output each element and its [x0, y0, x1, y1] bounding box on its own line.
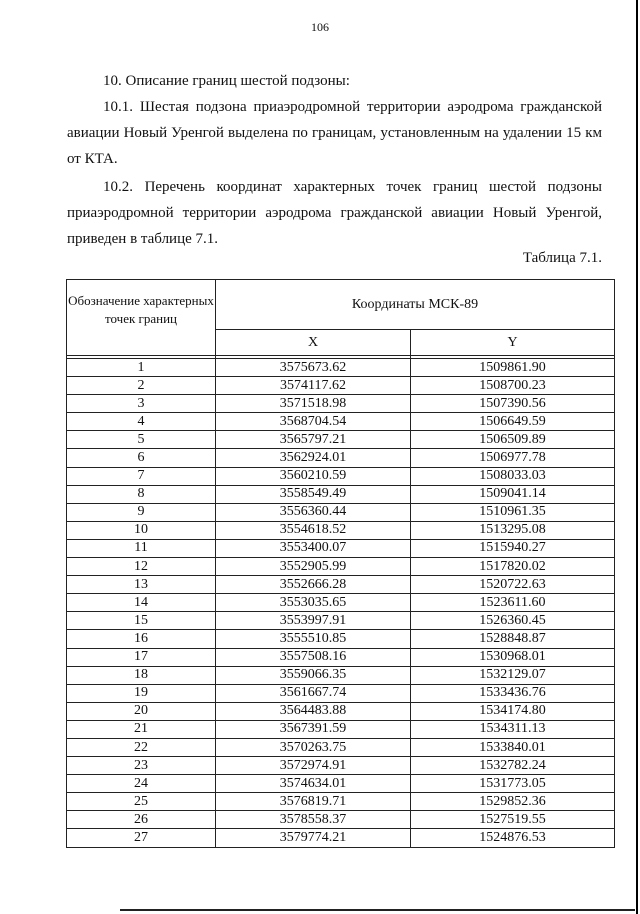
table-row [67, 377, 615, 395]
y-coordinate-cell: 1527519.55 [411, 811, 615, 829]
table-row [67, 702, 615, 720]
table-row [67, 793, 615, 811]
point-number-cell: 14 [67, 594, 216, 612]
header-x: X [216, 330, 411, 356]
point-number-cell: 23 [67, 757, 216, 775]
x-coordinate-cell: 3559066.35 [216, 666, 411, 684]
point-number-cell: 7 [67, 467, 216, 485]
x-coordinate-cell: 3570263.75 [216, 738, 411, 756]
x-coordinate-cell: 3555510.85 [216, 630, 411, 648]
y-coordinate-cell: 1526360.45 [411, 612, 615, 630]
table-row [67, 720, 615, 738]
point-number-cell: 26 [67, 811, 216, 829]
point-number-cell: 24 [67, 775, 216, 793]
y-coordinate-cell: 1533840.01 [411, 738, 615, 756]
x-coordinate-cell: 3553400.07 [216, 539, 411, 557]
table-row [67, 413, 615, 431]
x-coordinate-cell: 3558549.49 [216, 485, 411, 503]
y-coordinate-cell: 1534311.13 [411, 720, 615, 738]
x-coordinate-cell: 3554618.52 [216, 521, 411, 539]
point-number-cell: 20 [67, 702, 216, 720]
point-number-cell: 10 [67, 521, 216, 539]
x-coordinate-cell: 3575673.62 [216, 359, 411, 377]
table-row [67, 539, 615, 557]
y-coordinate-cell: 1532129.07 [411, 666, 615, 684]
x-coordinate-cell: 3571518.98 [216, 395, 411, 413]
page-number: 106 [311, 20, 329, 34]
y-coordinate-cell: 1509041.14 [411, 485, 615, 503]
point-number-cell: 13 [67, 576, 216, 594]
y-coordinate-cell: 1520722.63 [411, 576, 615, 594]
point-number-cell: 2 [67, 377, 216, 395]
y-coordinate-cell: 1524876.53 [411, 829, 615, 847]
y-coordinate-cell: 1506649.59 [411, 413, 615, 431]
x-coordinate-cell: 3553035.65 [216, 594, 411, 612]
point-number-cell: 18 [67, 666, 216, 684]
x-coordinate-cell: 3562924.01 [216, 449, 411, 467]
y-coordinate-cell: 1533436.76 [411, 684, 615, 702]
point-number-cell: 27 [67, 829, 216, 847]
y-coordinate-cell: 1530968.01 [411, 648, 615, 666]
table-row [67, 684, 615, 702]
point-number-cell: 6 [67, 449, 216, 467]
point-number-cell: 11 [67, 539, 216, 557]
x-coordinate-cell: 3553997.91 [216, 612, 411, 630]
table-row [67, 576, 615, 594]
point-number-cell: 8 [67, 485, 216, 503]
x-coordinate-cell: 3552905.99 [216, 558, 411, 576]
scan-bottom-line [120, 909, 635, 911]
table-row [67, 811, 615, 829]
header-y: Y [411, 330, 615, 356]
table-row [67, 738, 615, 756]
table-row [67, 612, 615, 630]
header-coordinates: Координаты МСК-89 [216, 280, 615, 330]
table-row [67, 594, 615, 612]
x-coordinate-cell: 3572974.91 [216, 757, 411, 775]
x-coordinate-cell: 3578558.37 [216, 811, 411, 829]
table-row [67, 666, 615, 684]
x-coordinate-cell: 3561667.74 [216, 684, 411, 702]
y-coordinate-cell: 1508033.03 [411, 467, 615, 485]
y-coordinate-cell: 1534174.80 [411, 702, 615, 720]
table-row [67, 521, 615, 539]
x-coordinate-cell: 3568704.54 [216, 413, 411, 431]
table-caption: Таблица 7.1. [522, 250, 602, 266]
y-coordinate-cell: 1515940.27 [411, 539, 615, 557]
table-row [67, 467, 615, 485]
x-coordinate-cell: 3556360.44 [216, 503, 411, 521]
point-number-cell: 22 [67, 738, 216, 756]
point-number-cell: 9 [67, 503, 216, 521]
table-row [67, 431, 615, 449]
y-coordinate-cell: 1517820.02 [411, 558, 615, 576]
table-row [67, 775, 615, 793]
y-coordinate-cell: 1506977.78 [411, 449, 615, 467]
point-number-cell: 25 [67, 793, 216, 811]
section-heading: 10. Описание границ шестой подзоны: [103, 73, 350, 89]
point-number-cell: 4 [67, 413, 216, 431]
y-coordinate-cell: 1510961.35 [411, 503, 615, 521]
scan-edge-line [636, 0, 638, 914]
x-coordinate-cell: 3560210.59 [216, 467, 411, 485]
y-coordinate-cell: 1532782.24 [411, 757, 615, 775]
table-row [67, 648, 615, 666]
point-number-cell: 17 [67, 648, 216, 666]
table-row [67, 485, 615, 503]
x-coordinate-cell: 3574117.62 [216, 377, 411, 395]
point-number-cell: 21 [67, 720, 216, 738]
x-coordinate-cell: 3576819.71 [216, 793, 411, 811]
table-row [67, 757, 615, 775]
point-number-cell: 15 [67, 612, 216, 630]
x-coordinate-cell: 3567391.59 [216, 720, 411, 738]
point-number-cell: 16 [67, 630, 216, 648]
table-row [67, 395, 615, 413]
paragraph-10-2: 10.2. Перечень координат характерных точек границ шестой подзоны приаэродромной территории аэродрома гражданской авиации Новый Уренгой, приведен в таблице 7.1. [67, 179, 602, 247]
header-point-name: Обозначение характерных точек границ [67, 280, 216, 356]
table-row [67, 558, 615, 576]
table-row [67, 503, 615, 521]
x-coordinate-cell: 3564483.88 [216, 702, 411, 720]
y-coordinate-cell: 1506509.89 [411, 431, 615, 449]
point-number-cell: 3 [67, 395, 216, 413]
y-coordinate-cell: 1507390.56 [411, 395, 615, 413]
x-coordinate-cell: 3557508.16 [216, 648, 411, 666]
y-coordinate-cell: 1513295.08 [411, 521, 615, 539]
x-coordinate-cell: 3552666.28 [216, 576, 411, 594]
y-coordinate-cell: 1509861.90 [411, 359, 615, 377]
point-number-cell: 5 [67, 431, 216, 449]
point-number-cell: 19 [67, 684, 216, 702]
y-coordinate-cell: 1523611.60 [411, 594, 615, 612]
coordinates-table [66, 279, 615, 848]
y-coordinate-cell: 1508700.23 [411, 377, 615, 395]
point-number-cell: 12 [67, 558, 216, 576]
y-coordinate-cell: 1531773.05 [411, 775, 615, 793]
y-coordinate-cell: 1528848.87 [411, 630, 615, 648]
x-coordinate-cell: 3565797.21 [216, 431, 411, 449]
x-coordinate-cell: 3574634.01 [216, 775, 411, 793]
y-coordinate-cell: 1529852.36 [411, 793, 615, 811]
point-number-cell: 1 [67, 359, 216, 377]
table-row [67, 359, 615, 377]
paragraph-10-1: 10.1. Шестая подзона приаэродромной территории аэродрома гражданской авиации Новый Уренгой выделена по границам, установленным на удалении 15 км от КТА. [67, 99, 602, 167]
table-row [67, 630, 615, 648]
table-row [67, 449, 615, 467]
x-coordinate-cell: 3579774.21 [216, 829, 411, 847]
table-row [67, 829, 615, 847]
